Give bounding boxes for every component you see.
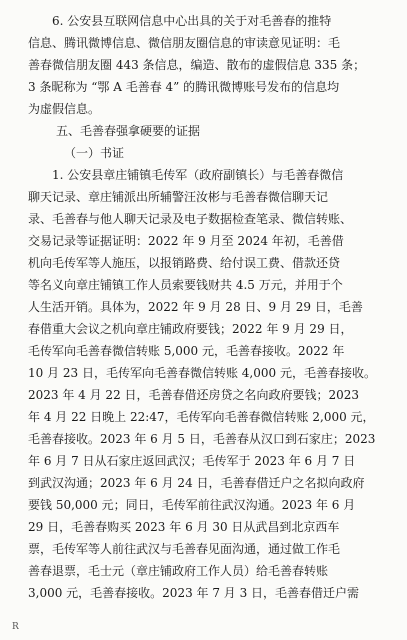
paragraph-1-line-20: 3,000 元，毛善春接收。2023 年 7 月 3 日，毛善春借迁户需 — [28, 586, 360, 600]
paragraph-1-line-1: 1. 公安县章庄铺镇毛传军（政府副镇长）与毛善春微信 — [52, 168, 344, 182]
paragraph-1-line-10: 10 月 23 日，毛传军向毛善春微信转账 4,000 元，毛善春接收。 — [28, 366, 376, 380]
paragraph-6-line-2: 信息、腾讯微博信息、微信朋友圈信息的审读意见证明：毛 — [28, 36, 341, 50]
paragraph-1-line-14: 年 6 月 7 日从石家庄返回武汉；毛传军于 2023 年 6 月 7 日 — [28, 454, 356, 468]
section-heading: 五、毛善春强拿硬要的证据 — [56, 124, 201, 138]
paragraph-6-line-3: 善春微信朋友圈 443 条信息，编造、散布的虚假信息 335 条； — [28, 58, 366, 72]
paragraph-1-line-3: 录、毛善春与他人聊天记录及电子数据检查笔录、微信转账、 — [28, 212, 353, 226]
paragraph-6-line-5: 为虚假信息。 — [28, 102, 101, 116]
paragraph-1-line-4: 交易记录等证据证明：2022 年 9 月至 2024 年初，毛善借 — [28, 234, 344, 248]
paragraph-1-line-2: 聊天记录、章庄铺派出所辅警汪汝彬与毛善春微信聊天记 — [28, 190, 329, 204]
paragraph-1-line-15: 到武汉沟通；2023 年 6 月 24 日，毛善春借迁户之名拟向政府 — [28, 476, 365, 490]
paragraph-1-line-19: 善春退票，毛士元（章庄铺政府工作人员）给毛善春转账 — [28, 564, 329, 578]
paragraph-1-line-12: 年 4 月 22 日晚上 22:47，毛传军向毛善春微信转账 2,000 元， — [28, 410, 375, 424]
page-mark: R — [12, 622, 19, 632]
paragraph-6-line-1: 6. 公安县互联网信息中心出具的关于对毛善春的推特 — [52, 14, 332, 28]
paragraph-1-line-6: 等名义向章庄铺镇工作人员索要钱财共 4.5 万元，并用于个 — [28, 278, 343, 292]
paragraph-1-line-8: 春借重大会议之机向章庄铺政府要钱；2022 年 9 月 29 日， — [28, 322, 353, 336]
paragraph-1-line-11: 2023 年 4 月 22 日，毛善春借还房贷之名向政府要钱；2023 — [28, 388, 360, 402]
paragraph-1-line-7: 人生活开销。具体为，2022 年 9 月 28 日、9 月 29 日，毛善 — [28, 300, 363, 314]
paragraph-1-line-16: 要钱 50,000 元；同日，毛传军前往武汉沟通。2023 年 6 月 — [28, 498, 356, 512]
paragraph-1-line-5: 机向毛传军等人施压，以报销路费、给付误工费、借款还贷 — [28, 256, 341, 270]
paragraph-1-line-17: 29 日，毛善春购买 2023 年 6 月 30 日从武昌到北京西车 — [28, 520, 340, 534]
paragraph-1-line-18: 票，毛传军等人前往武汉与毛善春见面沟通，通过做工作毛 — [28, 542, 341, 556]
paragraph-6-line-4: 3 条昵称为 “鄂 A 毛善春 4” 的腾讯微博账号发布的信息均 — [28, 80, 340, 94]
paragraph-1-line-13: 毛善春接收。2023 年 6 月 5 日，毛善春从汉口到石家庄；2023 — [28, 432, 376, 446]
paragraph-1-line-9: 毛传军向毛善春微信转账 5,000 元，毛善春接收。2022 年 — [28, 344, 345, 358]
subsection-heading: （一）书证 — [64, 146, 125, 160]
